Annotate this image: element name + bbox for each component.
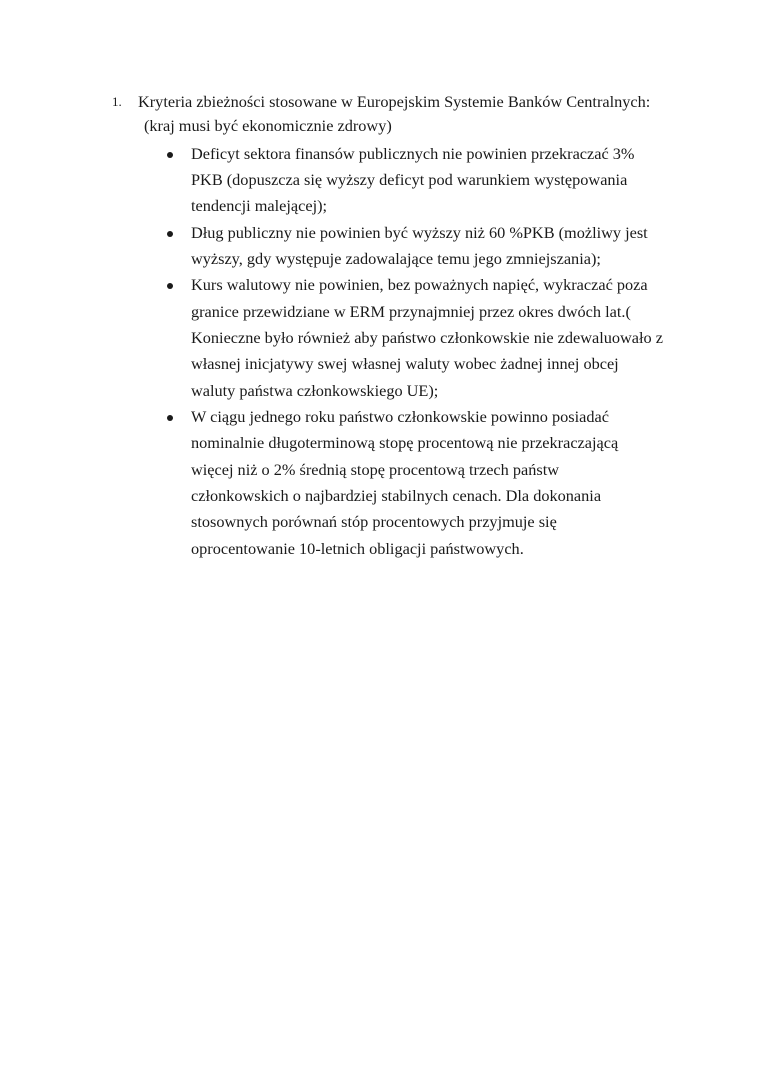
bullet-icon [167,415,173,421]
bullet-line: stosownych porównań stóp procentowych przyjmuje się [191,512,557,532]
bullet-line: własnej inicjatywy swej własnej waluty wobec żadnej innej obcej [191,354,619,374]
heading-line: (kraj musi być ekonomicznie zdrowy) [144,116,392,135]
list-number: 1. [112,94,122,109]
bullet-line: PKB (dopuszcza się wyższy deficyt pod warunkiem występowania [191,169,628,189]
bullet-line: Deficyt sektora finansów publicznych nie powinien przekraczać 3% [191,143,635,163]
bullet-line: waluty państwa członkowskiego UE); [191,380,439,400]
bullet-line: oprocentowanie 10-letnich obligacji państwowych. [191,538,524,558]
bullet-line: W ciągu jednego roku państwo członkowskie powinno posiadać [191,407,609,426]
bullet-line: więcej niż o 2% średnią stopę procentową trzech państw [191,459,559,479]
bullet-icon [167,283,173,289]
bullet-line: Kurs walutowy nie powinien, bez poważnych napięć, wykraczać poza [191,275,648,295]
bullet-line: nominalnie długoterminową stopę procentową nie przekraczającą [191,433,619,453]
bullet-line: Konieczne było również aby państwo członkowskie nie zdewaluowało z [191,327,663,347]
bullet-line: wyższy, gdy występuje zadowalające temu jego zmniejszania); [191,248,601,268]
bullet-icon [167,152,173,158]
bullet-icon [167,231,173,237]
heading-line: Kryteria zbieżności stosowane w Europejskim Systemie Banków Centralnych: [138,92,651,111]
bullet-line: członkowskich o najbardziej stabilnych cenach. Dla dokonania [191,486,602,506]
bullet-line: granice przewidziane w ERM przynajmniej przez okres dwóch lat.( [191,301,631,321]
bullet-line: Dług publiczny nie powinien być wyższy niż 60 %PKB (możliwy jest [191,222,648,242]
bullet-line: tendencji malejącej); [191,196,328,216]
